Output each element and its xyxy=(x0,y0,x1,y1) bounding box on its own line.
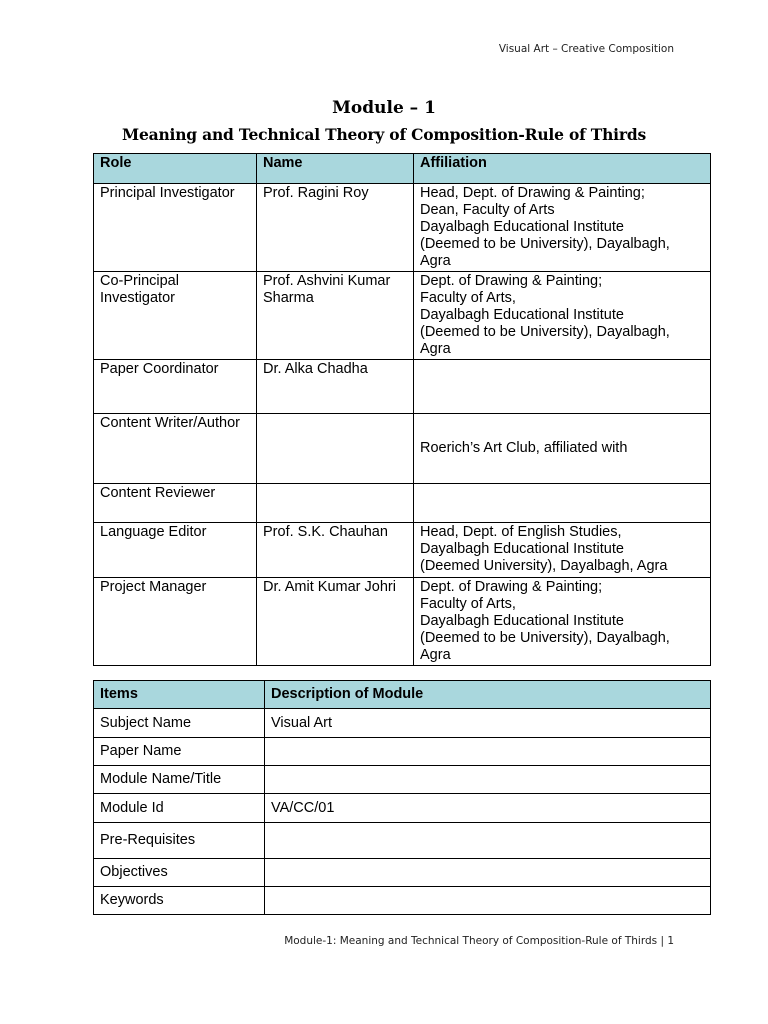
table-row xyxy=(94,887,711,915)
module-info-table xyxy=(93,680,711,915)
table-row xyxy=(94,859,711,887)
role-cell: Project Manager xyxy=(94,578,257,666)
item-cell: Pre-Requisites xyxy=(94,823,265,859)
item-cell: Keywords xyxy=(94,887,265,915)
header-affiliation: Affiliation xyxy=(414,154,711,184)
running-header: Visual Art – Creative Composition xyxy=(498,43,674,55)
table-row xyxy=(94,738,711,766)
affiliation-cell xyxy=(414,484,711,523)
description-cell: Visual Art xyxy=(265,709,711,738)
description-cell xyxy=(265,823,711,859)
header-items: Items xyxy=(94,681,265,709)
role-cell: Principal Investigator xyxy=(94,184,257,272)
name-cell: Prof. Ragini Roy xyxy=(257,184,414,272)
affiliation-cell xyxy=(414,360,711,414)
item-cell: Module Id xyxy=(94,794,265,823)
name-cell: Prof. S.K. Chauhan xyxy=(257,523,414,578)
table-row xyxy=(94,523,711,578)
role-cell: Content Reviewer xyxy=(94,484,257,523)
name-cell xyxy=(257,414,414,484)
role-cell: Paper Coordinator xyxy=(94,360,257,414)
table-row xyxy=(94,578,711,666)
header-name: Name xyxy=(257,154,414,184)
description-cell xyxy=(265,859,711,887)
module-title: Module – 1 xyxy=(332,98,436,118)
affiliation-cell: Dept. of Drawing & Painting; Faculty of Arts, Dayalbagh Educational Institute (Deemed to be University), Dayalbagh, Agra xyxy=(414,272,711,360)
item-cell: Paper Name xyxy=(94,738,265,766)
name-cell: Dr. Amit Kumar Johri xyxy=(257,578,414,666)
table-row xyxy=(94,414,711,484)
affiliation-cell: Roerich’s Art Club, affiliated with xyxy=(414,414,711,484)
module-header-row xyxy=(94,681,711,709)
affiliation-cell: Head, Dept. of English Studies, Dayalbagh Educational Institute (Deemed University), Dayalbagh, Agra xyxy=(414,523,711,578)
module-subtitle: Meaning and Technical Theory of Composition-Rule of Thirds xyxy=(122,125,646,144)
affiliation-cell: Dept. of Drawing & Painting; Faculty of Arts, Dayalbagh Educational Institute (Deemed to be University), Dayalbagh, Agra xyxy=(414,578,711,666)
item-cell: Objectives xyxy=(94,859,265,887)
role-cell: Content Writer/Author xyxy=(94,414,257,484)
description-cell xyxy=(265,887,711,915)
header-role: Role xyxy=(94,154,257,184)
table-row xyxy=(94,823,711,859)
affiliation-cell: Head, Dept. of Drawing & Painting; Dean, Faculty of Arts Dayalbagh Educational Institute (Deemed to be University), Dayalbagh, Agra xyxy=(414,184,711,272)
table-row xyxy=(94,766,711,794)
table-row xyxy=(94,484,711,523)
name-cell xyxy=(257,484,414,523)
item-cell: Subject Name xyxy=(94,709,265,738)
item-cell: Module Name/Title xyxy=(94,766,265,794)
description-cell xyxy=(265,766,711,794)
table-row xyxy=(94,794,711,823)
table-row xyxy=(94,184,711,272)
name-cell: Prof. Ashvini Kumar Sharma xyxy=(257,272,414,360)
name-cell: Dr. Alka Chadha xyxy=(257,360,414,414)
description-cell xyxy=(265,738,711,766)
page-footer: Module-1: Meaning and Technical Theory of Composition-Rule of Thirds | 1 xyxy=(284,935,674,947)
table-row xyxy=(94,360,711,414)
role-cell: Language Editor xyxy=(94,523,257,578)
table-row xyxy=(94,709,711,738)
header-description: Description of Module xyxy=(265,681,711,709)
description-cell: VA/CC/01 xyxy=(265,794,711,823)
credits-table xyxy=(93,153,711,666)
table-row xyxy=(94,272,711,360)
role-cell: Co-Principal Investigator xyxy=(94,272,257,360)
credits-header-row xyxy=(94,154,711,184)
